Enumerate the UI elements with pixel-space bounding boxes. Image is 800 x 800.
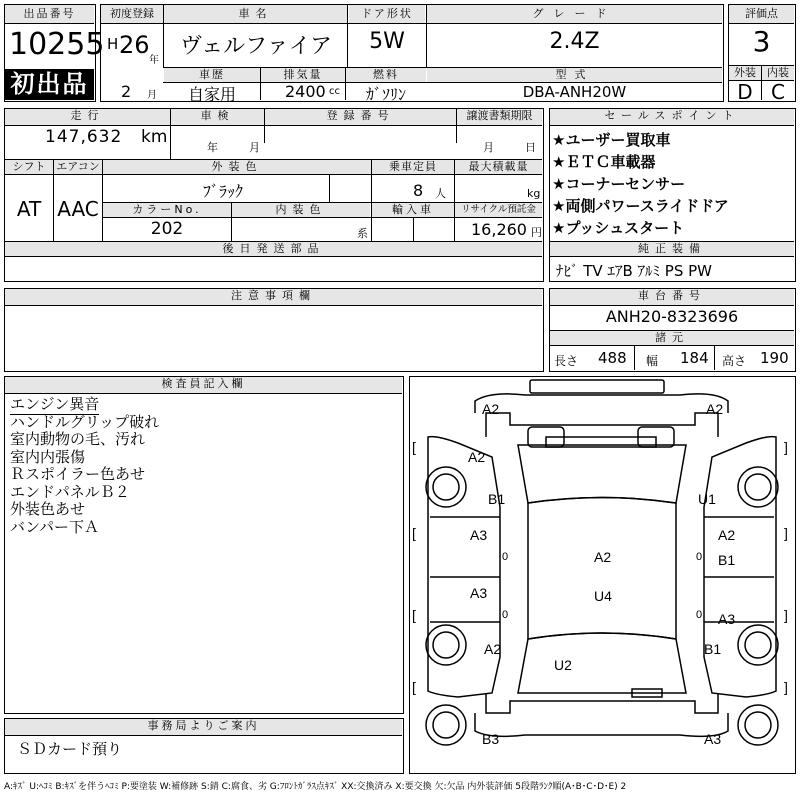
sales-point-3: ★コーナーセンサー (552, 175, 686, 193)
model-label: 型式 (427, 68, 722, 82)
width-value: 184 (680, 349, 709, 367)
score-value: 3 (752, 25, 771, 58)
damage-quarter-left: A2 (484, 641, 502, 657)
sales-point-1: ★ユーザー買取車 (552, 131, 671, 149)
inspector-line-4: 室内内張傷 (10, 449, 86, 466)
door-type: 5W (369, 29, 405, 54)
inspector-label: 検査員記入欄 (5, 377, 402, 393)
width-label: 幅 (646, 354, 659, 368)
chassis-box (549, 288, 796, 372)
office-box (4, 718, 404, 774)
capacity-label: 乗車定員 (372, 160, 454, 174)
month-unit: 月 (147, 90, 157, 101)
damage-front-door-left: B1 (488, 491, 506, 507)
displacement-unit: cc (329, 86, 340, 97)
damage-front-right: A2 (706, 401, 724, 417)
damage-roof: U4 (594, 588, 612, 604)
damage-map (409, 376, 796, 774)
vehicle-history: 自家用 (187, 85, 236, 104)
year-unit: 年 (149, 55, 159, 66)
inspector-line-7: 外装色あせ (10, 501, 86, 518)
exterior-grade: D (737, 80, 753, 104)
score-box (728, 4, 796, 102)
damage-rear-bumper-left: B3 (482, 731, 500, 747)
capacity-unit: 人 (435, 187, 446, 200)
mileage-unit: km (141, 127, 168, 147)
damage-rear-right: A3 (718, 611, 736, 627)
displacement-label: 排気量 (261, 68, 345, 82)
grade-label: グレード (427, 5, 722, 23)
damage-rear-left: A3 (470, 585, 488, 601)
length-value: 488 (598, 349, 627, 367)
recycle-fee: 16,260 (471, 220, 527, 239)
sales-points-box (549, 108, 796, 282)
lot-number-label: 出品番号 (5, 5, 94, 23)
office-label: 事務局よりご案内 (5, 719, 402, 735)
inspector-line-5: Ｒスポイラー色あせ (10, 466, 146, 483)
bracket-mark: [ (412, 607, 416, 623)
import-label: 輸入車 (372, 203, 454, 217)
zero-mark: 0 (502, 609, 509, 621)
sales-point-5: ★プッシュスタート (552, 219, 685, 237)
recycle-unit: 円 (531, 226, 542, 239)
inspector-line-2: ハンドルグリップ破れ (10, 414, 160, 431)
height-value: 190 (760, 349, 789, 367)
bracket-mark: [ (412, 679, 416, 695)
damage-tailgate: U2 (554, 657, 572, 673)
height-label: 高さ (722, 354, 747, 368)
exterior-color-label: 外装色 (103, 160, 371, 174)
bracket-mark: ] (784, 525, 788, 541)
fuel-label: 燃料 (346, 68, 426, 82)
chassis-number: ANH20-8323696 (605, 307, 739, 326)
model-code: DBA-ANH20W (522, 83, 627, 101)
sales-points-label: セールスポイント (550, 109, 794, 125)
details-grid (4, 108, 544, 282)
color-number: 202 (150, 219, 184, 239)
zero-mark: 0 (696, 609, 703, 621)
lot-number: 10255 (9, 27, 105, 62)
grade: 2.4Z (549, 29, 600, 54)
first-reg-month: 2 (121, 82, 132, 101)
bracket-mark: ] (784, 439, 788, 455)
mileage-label: 走行 (5, 109, 170, 125)
later-parts-label: 後日発送部品 (5, 242, 542, 256)
interior-grade: C (771, 80, 785, 104)
notes-box (4, 288, 544, 372)
length-label: 長さ (554, 354, 579, 368)
office-note: ＳＤカード預り (17, 740, 123, 758)
door-label: ドア形状 (349, 5, 425, 23)
equipment-list: ﾅﾋﾞ TV ｴｱB ｱﾙﾐ PS PW (556, 262, 712, 280)
transfer-month-unit: 月 (483, 141, 494, 154)
car-name: ヴェルファイア (179, 34, 333, 59)
color-no-label: カラーNo. (103, 203, 231, 217)
legend: A:ｷｽﾞ U:ﾍｺﾐ B:ｷｽﾞを伴うﾍｺﾐ P:要塗装 W:補修跡 S:錆 C:腐食、劣 G:ﾌﾛﾝﾄｶﾞﾗｽ点ｷｽﾞ XX:交換済み X:要交換 欠:欠品 内外装評価 5段階ﾗﾝｸ順(A･B･C･D･E) 2 (4, 782, 627, 792)
damage-front-door-right: U1 (698, 491, 716, 507)
bracket-mark: [ (412, 439, 416, 455)
first-listing-badge: 初出品 (5, 69, 94, 100)
interior-color-label: 内装色 (232, 203, 370, 217)
inspector-line-6: エンドパネルＢ２ (10, 484, 130, 501)
car-diagram (410, 377, 794, 772)
interior-color-unit: 系 (357, 227, 368, 240)
bracket-mark: ] (784, 607, 788, 623)
registration-no-label: 登録番号 (265, 109, 456, 125)
score-label: 評価点 (729, 5, 794, 23)
bracket-mark: ] (784, 679, 788, 695)
inspector-line-3: 室内動物の毛、汚れ (10, 431, 146, 448)
interior-label: 内装 (762, 66, 794, 80)
transfer-day-unit: 日 (525, 141, 536, 154)
fuel: ｶﾞｿﾘﾝ (365, 85, 406, 104)
exterior-label: 外装 (729, 66, 761, 80)
inspection-year-unit: 年 (207, 141, 218, 154)
capacity: 8 (413, 181, 424, 200)
exterior-color: ﾌﾞﾗｯｸ (202, 182, 243, 201)
era: H (107, 35, 119, 53)
notes-label: 注意事項欄 (5, 289, 542, 305)
recycle-label: リサイクル預託金 (455, 203, 542, 217)
inspection-month-unit: 月 (249, 141, 260, 154)
damage-mid-left: A3 (470, 527, 488, 543)
aircon-label: エアコン (54, 160, 102, 174)
damage-fender-left: A2 (468, 449, 486, 465)
aircon-value: AAC (57, 197, 99, 221)
sales-point-2: ★ＥＴＣ車載器 (552, 153, 656, 171)
damage-mid-right-low: B1 (718, 552, 736, 568)
first-reg-label: 初度登録 (101, 5, 163, 23)
damage-front-left: A2 (482, 401, 500, 417)
mileage: 147,632 (45, 127, 123, 147)
displacement: 2400 (285, 82, 326, 101)
first-reg-year: 26 (119, 31, 150, 59)
inspector-box (4, 376, 404, 714)
chassis-label: 車台番号 (550, 289, 794, 305)
header-grid (100, 4, 724, 102)
zero-mark: 0 (696, 551, 703, 563)
shift-label: シフト (5, 160, 53, 174)
specs-label: 諸元 (550, 331, 794, 345)
zero-mark: 0 (502, 551, 509, 563)
transfer-deadline-label: 譲渡書類期限 (457, 109, 542, 125)
damage-quarter-right: B1 (704, 641, 722, 657)
lot-number-box (4, 4, 105, 102)
inspector-line-8: バンパー下Ａ (10, 519, 99, 536)
equipment-label: 純正装備 (550, 242, 794, 256)
damage-hood: A2 (594, 549, 612, 565)
load-unit: kg (527, 187, 541, 200)
damage-rear-bumper-right: A3 (704, 731, 722, 747)
damage-mid-right: A2 (718, 527, 736, 543)
shift-value: AT (16, 197, 42, 221)
inspector-line-1: エンジン異音 (10, 396, 100, 413)
inspection-label: 車検 (171, 109, 264, 125)
history-label: 車歴 (164, 68, 260, 82)
car-name-label: 車名 (164, 5, 347, 23)
sales-point-4: ★両側パワースライドドア (552, 197, 729, 215)
bracket-mark: [ (412, 525, 416, 541)
max-load-label: 最大積載量 (455, 160, 542, 174)
